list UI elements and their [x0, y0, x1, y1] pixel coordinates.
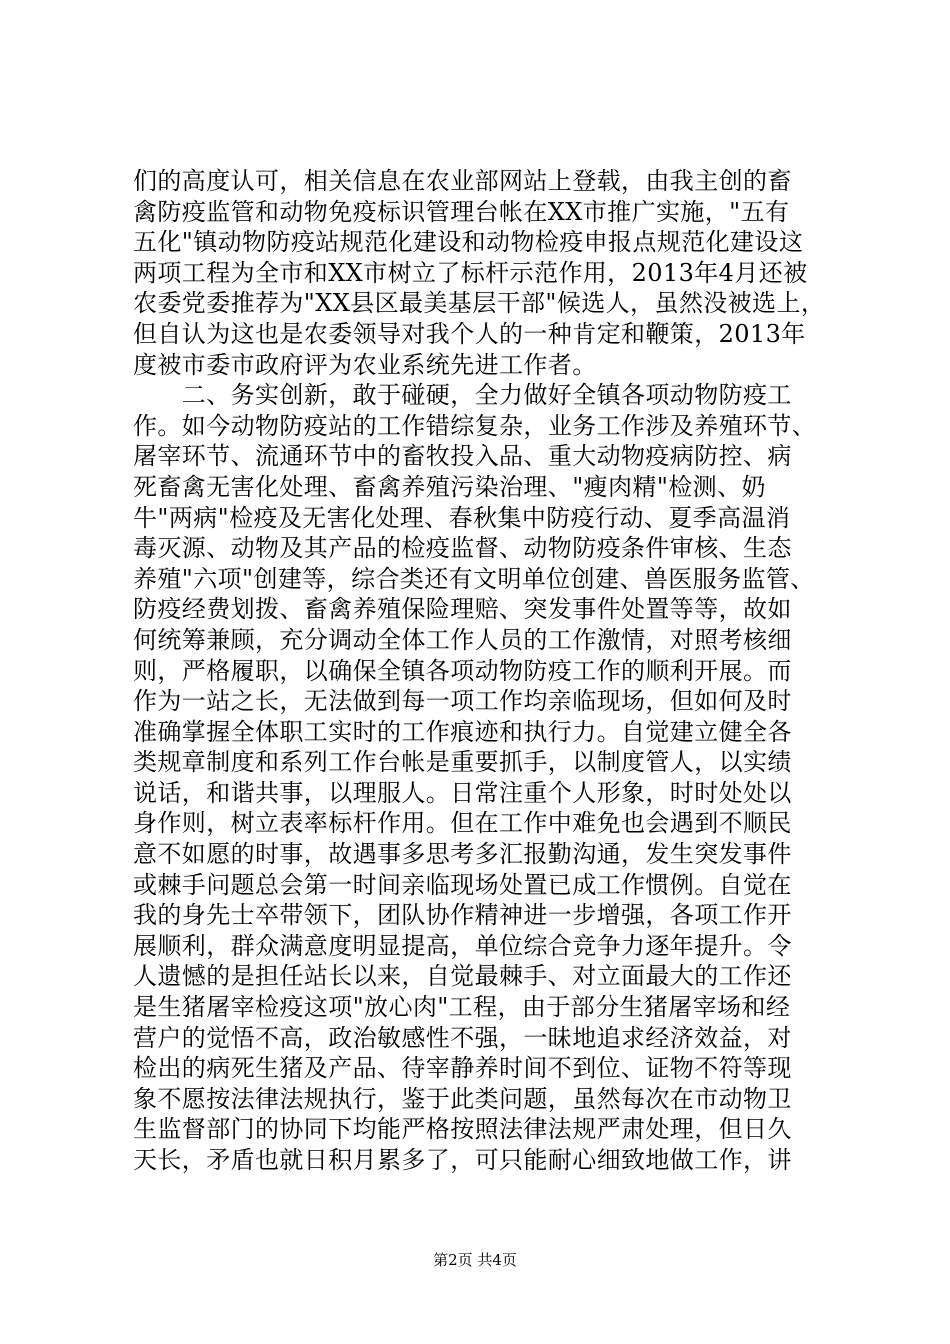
section-heading-line: 二、务实创新，敢于碰硬，全力做好全镇各项动物防疫工: [133, 381, 792, 410]
text-line: 防疫经费划拨、畜禽养殖保险理赔、突发事件处置等等，故如: [133, 595, 792, 624]
text-line: 说话，和谐共事，以理服人。日常注重个人形象，时时处处以: [133, 778, 792, 807]
text-line: 类规章制度和系列工作台帐是重要抓手，以制度管人，以实绩: [133, 748, 792, 777]
text-line: 何统筹兼顾，充分调动全体工作人员的工作激情，对照考核细: [133, 625, 792, 654]
text-line: 两项工程为全市和XX市树立了标杆示范作用，2013年4月还被: [133, 258, 808, 287]
text-line: 作。如今动物防疫站的工作错综复杂，业务工作涉及养殖环节、: [133, 411, 817, 440]
text-line: 意不如愿的时事，故遇事多思考多汇报勤沟通，发生突发事件: [133, 840, 792, 869]
text-line: 养殖"六项"创建等，综合类还有文明单位创建、兽医服务监管、: [133, 564, 815, 593]
text-line: 准确掌握全体职工实时的工作痕迹和执行力。自觉建立健全各: [133, 717, 792, 746]
text-line: 们的高度认可，相关信息在农业部网站上登载，由我主创的畜: [133, 167, 792, 195]
text-line: 检出的病死生猪及产品、待宰静养时间不到位、证物不符等现: [133, 1054, 792, 1083]
text-line: 禽防疫监管和动物免疫标识管理台帐在XX市推广实施，"五有: [133, 197, 790, 226]
document-body: [133, 166, 826, 1176]
text-line: 则，严格履职，以确保全镇各项动物防疫工作的顺利开展。而: [133, 656, 792, 685]
text-line: 毒灭源、动物及其产品的检疫监督、动物防疫条件审核、生态: [133, 534, 792, 563]
page-number-footer: 第2页 共4页: [433, 1251, 517, 1269]
text-line: 作为一站之长，无法做到每一项工作均亲临现场，但如何及时: [133, 687, 792, 716]
text-line: 但自认为这也是农委领导对我个人的一种肯定和鞭策，2013年: [133, 319, 806, 348]
text-line: 五化"镇动物防疫站规范化建设和动物检疫申报点规范化建设这: [133, 228, 804, 257]
text-line: 农委党委推荐为"XX县区最美基层干部"候选人，虽然没被选上，: [133, 289, 826, 318]
text-line: 我的身先士卒带领下，团队协作精神进一步增强，各项工作开: [133, 901, 792, 930]
text-line: 营户的觉悟不高，政治敏感性不强，一昧地追求经济效益，对: [133, 1023, 792, 1052]
text-line: 死畜禽无害化处理、畜禽养殖污染治理、"瘦肉精"检测、奶: [133, 472, 766, 501]
text-line: 身作则，树立表率标杆作用。但在工作中难免也会遇到不顺民: [133, 809, 792, 838]
text-line: 度被市委市政府评为农业系统先进工作者。: [133, 350, 597, 379]
text-line: 生监督部门的协同下均能严格按照法律法规严肃处理，但日久: [133, 1115, 792, 1144]
text-line: 天长，矛盾也就日积月累多了，可只能耐心细致地做工作，讲: [133, 1146, 792, 1174]
text-line: 是生猪屠宰检疫这项"放心肉"工程，由于部分生猪屠宰场和经: [133, 993, 791, 1022]
text-line: 牛"两病"检疫及无害化处理、春秋集中防疫行动、夏季高温消: [133, 503, 791, 532]
text-line: 象不愿按法律法规执行，鉴于此类问题，虽然每次在市动物卫: [133, 1084, 792, 1113]
text-line: 或棘手问题总会第一时间亲临现场处置已成工作惯例。自觉在: [133, 870, 792, 899]
text-line: 屠宰环节、流通环节中的畜牧投入品、重大动物疫病防控、病: [133, 442, 792, 471]
text-line: 展顺利，群众满意度明显提高，单位综合竞争力逐年提升。令: [133, 931, 792, 960]
text-line: 人遗憾的是担任站长以来，自觉最棘手、对立面最大的工作还: [133, 962, 792, 991]
